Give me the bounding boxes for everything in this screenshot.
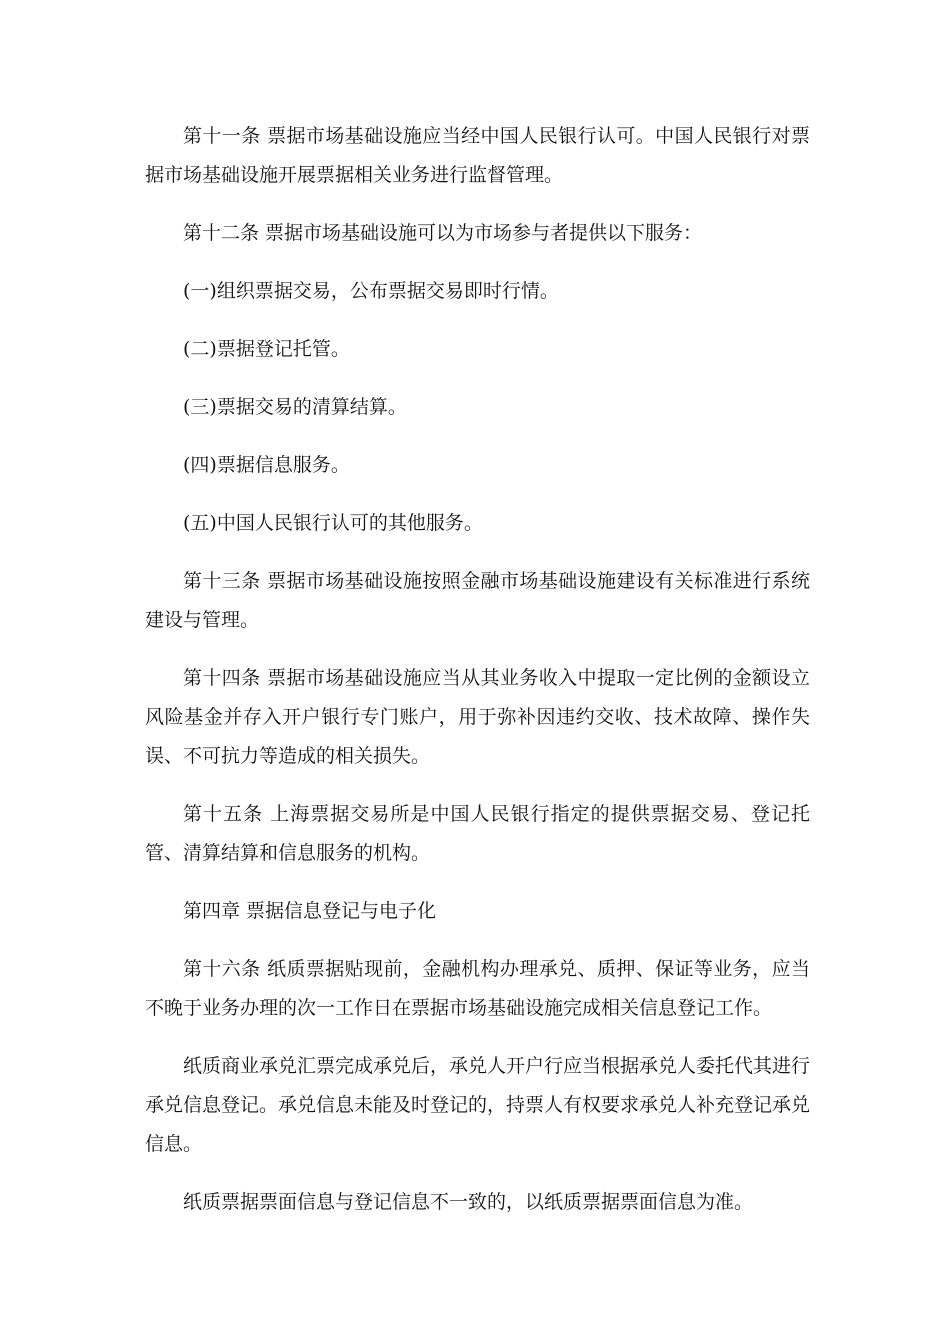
article-16-paragraph-2: 纸质商业承兑汇票完成承兑后，承兑人开户行应当根据承兑人委托代其进行承兑信息登记。承兑信息未能及时登记的，持票人有权要求承兑人补充登记承兑信息。	[145, 1055, 811, 1155]
article-15: 第十五条 上海票据交易所是中国人民银行指定的提供票据交易、登记托管、清算结算和信息服务的机构。	[145, 803, 810, 864]
article-16: 第十六条 纸质票据贴现前，金融机构办理承兑、质押、保证等业务，应当不晚于业务办理的次一工作日在票据市场基础设施完成相关信息登记工作。	[145, 958, 810, 1019]
article-12-item-2: (二)票据登记托管。	[183, 338, 350, 360]
document-body	[145, 117, 810, 1241]
article-12-item-5: (五)中国人民银行认可的其他服务。	[183, 512, 483, 534]
article-12-item-3: (三)票据交易的清算结算。	[183, 396, 407, 418]
article-11: 第十一条 票据市场基础设施应当经中国人民银行认可。中国人民银行对票据市场基础设施开展票据相关业务进行监督管理。	[145, 125, 810, 186]
article-12-item-1: (一)组织票据交易，公布票据交易即时行情。	[183, 280, 559, 302]
article-16-paragraph-3: 纸质票据票面信息与登记信息不一致的，以纸质票据票面信息为准。	[183, 1191, 754, 1213]
article-13: 第十三条 票据市场基础设施按照金融市场基础设施建设有关标准进行系统建设与管理。	[145, 570, 810, 631]
article-14: 第十四条 票据市场基础设施应当从其业务收入中提取一定比例的金额设立风险基金并存入开户银行专门账户，用于弥补因违约交收、技术故障、操作失误、不可抗力等造成的相关损失。	[145, 667, 810, 767]
article-12: 第十二条 票据市场基础设施可以为市场参与者提供以下服务：	[183, 222, 703, 244]
article-12-item-4: (四)票据信息服务。	[183, 454, 350, 476]
chapter-4-heading: 第四章 票据信息登记与电子化	[183, 900, 437, 922]
